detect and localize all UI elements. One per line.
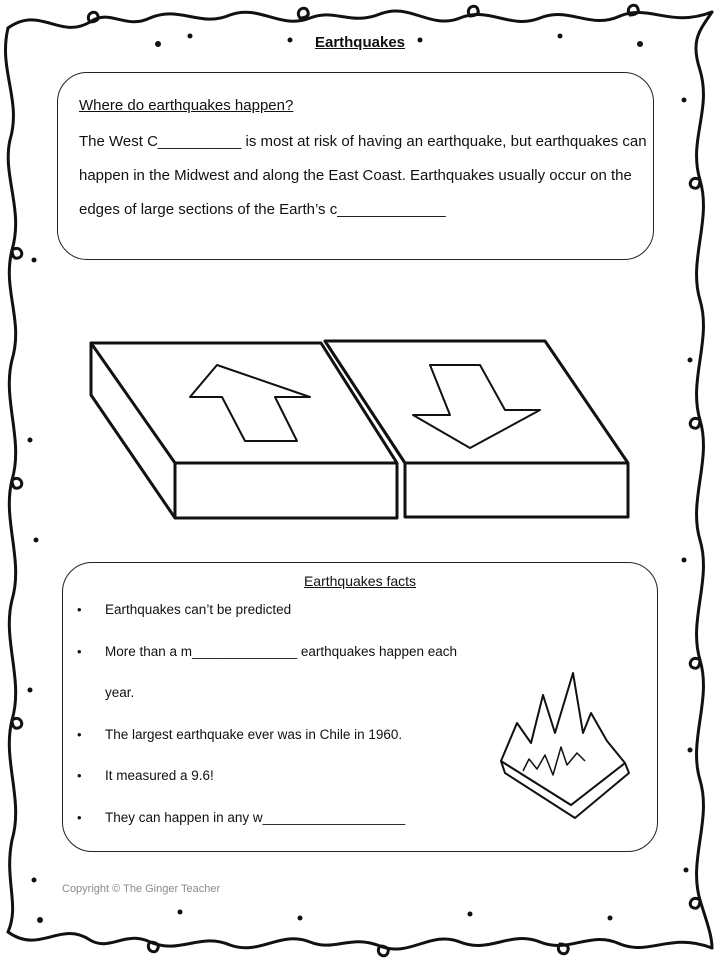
seismograph-paper-icon (495, 663, 635, 828)
tectonic-plates-illustration (85, 335, 635, 525)
where-paragraph: The West C__________ is most at risk of having an earthquake, but earthquakes can happen in the Midwest and along the East Coast. Earthquakes usually occur on the edges of large sections of the Earth’s c_____________ (79, 133, 647, 218)
fact-item: • The largest earthquake ever was in Chile in 1960. (105, 714, 475, 755)
fact-item: • It measured a 9.6! (105, 755, 475, 796)
fact-item: • Earthquakes can’t be predicted (105, 589, 475, 630)
page-title: Earthquakes (314, 34, 406, 51)
fact-item: • More than a m______________ earthquakes happen each year. (105, 631, 475, 713)
where-heading: Where do earthquakes happen? (79, 97, 294, 114)
facts-heading: Earthquakes facts (303, 573, 417, 589)
earthquake-facts-box (62, 562, 658, 852)
copyright-text: Copyright © The Ginger Teacher (62, 883, 221, 895)
where-earthquakes-box (57, 72, 654, 260)
fact-item: • They can happen in any w___________________ (105, 797, 475, 838)
